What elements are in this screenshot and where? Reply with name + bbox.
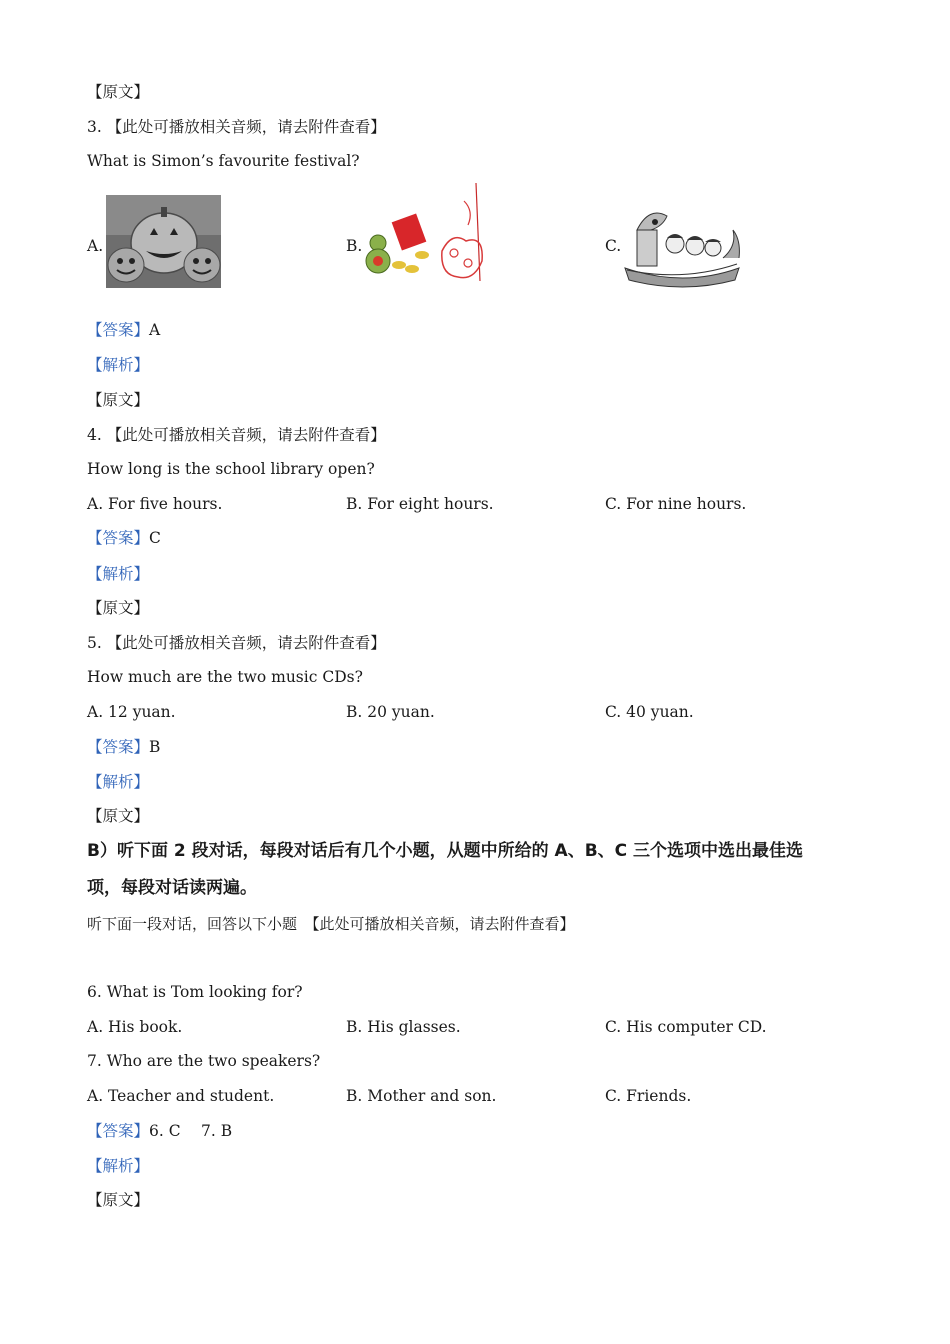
- spring-festival-image: [364, 181, 494, 289]
- answer-label: 【答案】: [87, 529, 150, 547]
- q6-question: 6. What is Tom looking for?: [87, 983, 303, 1001]
- original-text-label: 【原文】: [87, 83, 150, 101]
- q4-question: How long is the school library open?: [87, 460, 375, 478]
- q4-original-text-label: 【原文】: [87, 599, 150, 617]
- q3-question: What is Simon’s favourite festival?: [87, 152, 360, 170]
- q3-answer: A: [149, 321, 161, 339]
- q5-original-text-label: 【原文】: [87, 807, 150, 825]
- pumpkin-lanterns-image: [106, 195, 221, 288]
- q5-analysis-label: 【解析】: [87, 773, 150, 791]
- q3-original-text-label: 【原文】: [87, 391, 150, 409]
- section-b-heading-line1: B）听下面 2 段对话，每段对话后有几个小题，从题中所给的 A、B、C 三个选项中选出最佳选: [87, 841, 804, 861]
- q7-option-a: A. Teacher and student.: [87, 1087, 275, 1105]
- dragon-boat-image: [623, 200, 741, 288]
- q5-option-a: A. 12 yuan.: [87, 703, 176, 721]
- answer-label: 【答案】: [87, 1122, 150, 1140]
- q7-option-b: B. Mother and son.: [346, 1087, 497, 1105]
- q5-answer: B: [149, 738, 161, 756]
- q5-option-c: C. 40 yuan.: [605, 703, 694, 721]
- q3-answer-line: [87, 320, 160, 340]
- q6-option-b: B. His glasses.: [346, 1018, 461, 1036]
- q3-analysis-label: 【解析】: [87, 356, 150, 374]
- answer-label: 【答案】: [87, 738, 150, 756]
- q4-answer-line: [87, 528, 161, 548]
- q5-question: How much are the two music CDs?: [87, 668, 363, 686]
- q4-title: 4. 【此处可播放相关音频，请去附件查看】: [87, 426, 386, 444]
- q5-option-b: B. 20 yuan.: [346, 703, 435, 721]
- q4-analysis-label: 【解析】: [87, 565, 150, 583]
- q7-option-c: C. Friends.: [605, 1087, 692, 1105]
- section-b-heading-line2: 项，每段对话读两遍。: [87, 878, 257, 898]
- answer-label: 【答案】: [87, 321, 150, 339]
- q67-original-text-label: 【原文】: [87, 1191, 150, 1209]
- q7-question: 7. Who are the two speakers?: [87, 1052, 321, 1070]
- q5-title: 5. 【此处可播放相关音频，请去附件查看】: [87, 634, 386, 652]
- q5-answer-line: [87, 737, 160, 757]
- q3-title: 3. 【此处可播放相关音频，请去附件查看】: [87, 118, 386, 136]
- q4-option-c: C. For nine hours.: [605, 495, 747, 513]
- section-b-intro: 听下面一段对话，回答以下小题 【此处可播放相关音频，请去附件查看】: [87, 915, 575, 933]
- q6-option-a: A. His book.: [87, 1018, 183, 1036]
- q67-answer-line: [87, 1121, 232, 1141]
- q6-option-c: C. His computer CD.: [605, 1018, 767, 1036]
- q4-answer: C: [149, 529, 161, 547]
- q3-option-b-label: B.: [346, 237, 363, 255]
- q3-option-c-label: C.: [605, 237, 622, 255]
- q67-answer: 6. C 7. B: [149, 1122, 233, 1140]
- q4-option-a: A. For five hours.: [87, 495, 223, 513]
- q3-option-a-label: A.: [87, 237, 104, 255]
- q67-analysis-label: 【解析】: [87, 1157, 150, 1175]
- q4-option-b: B. For eight hours.: [346, 495, 494, 513]
